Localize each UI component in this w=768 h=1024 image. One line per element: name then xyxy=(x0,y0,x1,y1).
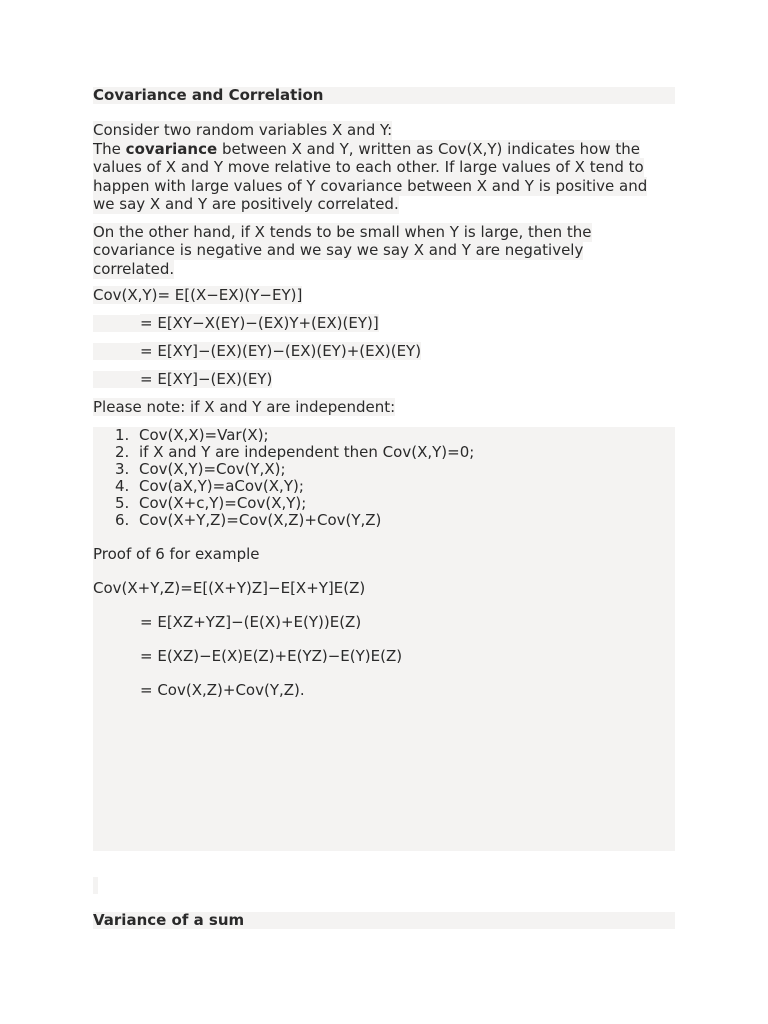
list-item-text: Cov(X,Y)=Cov(Y,X); xyxy=(139,460,286,478)
list-item-text: Cov(X+Y,Z)=Cov(X,Z)+Cov(Y,Z) xyxy=(139,511,382,529)
list-number: 3. xyxy=(115,460,130,478)
list-item xyxy=(93,478,675,495)
list-item-text: Cov(aX,Y)=aCov(X,Y); xyxy=(139,477,304,495)
proof-line2: = E[XZ+YZ]−(E(X)+E(Y))E(Z) xyxy=(140,613,362,631)
empty-highlight-mark xyxy=(93,877,98,894)
list-number: 1. xyxy=(115,426,130,444)
list-item xyxy=(93,427,675,444)
intro-text-line2: values of X and Y move relative to each other. If large values of X tend to xyxy=(93,158,644,176)
para2-line2: covariance is negative and we say we say X and Y are negatively xyxy=(93,241,584,259)
proof-line1: Cov(X+Y,Z)=E[(X+Y)Z]−E[X+Y]E(Z) xyxy=(93,579,366,597)
indent-fill xyxy=(93,315,140,332)
intro-prefix: The xyxy=(93,139,126,158)
list-number: 4. xyxy=(115,477,130,495)
properties-and-proof-block xyxy=(93,427,675,851)
list-item-text: Cov(X+c,Y)=Cov(X,Y); xyxy=(139,494,307,512)
covariance-properties-list xyxy=(93,427,675,529)
derivation-line3 xyxy=(93,343,675,360)
intro-text-line1 xyxy=(93,140,640,159)
covariance-derivation xyxy=(93,287,675,388)
covariance-term: covariance xyxy=(125,139,218,158)
derivation-line1-text: Cov(X,Y)= E[(X−EX)(Y−EY)] xyxy=(93,286,303,304)
derivation-line4-text: = E[XY]−(EX)(EY) xyxy=(140,370,273,388)
list-number: 6. xyxy=(115,511,130,529)
derivation-line1 xyxy=(93,287,675,304)
derivation-line3-text: = E[XY]−(EX)(EY)−(EX)(EY)+(EX)(EY) xyxy=(140,342,422,360)
intro-text-line3: happen with large values of Y covariance between X and Y is positive and xyxy=(93,176,648,195)
section-title-covariance: Covariance and Correlation xyxy=(93,87,675,104)
para2-line1: On the other hand, if X tends to be small when Y is large, then the xyxy=(93,222,592,241)
derivation-line2 xyxy=(93,315,675,332)
intro-line: Consider two random variables X and Y: xyxy=(93,121,393,139)
list-item xyxy=(93,512,675,529)
proof-line3: = E(XZ)−E(X)E(Z)+E(YZ)−E(Y)E(Z) xyxy=(140,647,403,665)
intro-rest: between X and Y, written as Cov(X,Y) indicates how the xyxy=(217,139,640,158)
list-number: 5. xyxy=(115,494,130,512)
indent-fill xyxy=(93,371,140,388)
proof-title: Proof of 6 for example xyxy=(93,545,260,563)
section-title-variance-of-sum: Variance of a sum xyxy=(93,912,675,929)
derivation-line2-text: = E[XY−X(EY)−(EX)Y+(EX)(EY)] xyxy=(140,314,379,332)
intro-text-line4: we say X and Y are positively correlated. xyxy=(93,195,399,213)
document-page xyxy=(93,87,675,851)
negative-covariance-paragraph xyxy=(93,223,675,279)
list-item xyxy=(93,495,675,512)
list-item-text: if X and Y are independent then Cov(X,Y)=0; xyxy=(139,443,475,461)
independence-note xyxy=(93,399,675,416)
list-number: 2. xyxy=(115,443,130,461)
list-item xyxy=(93,461,675,478)
derivation-line4 xyxy=(93,371,675,388)
indent-fill xyxy=(93,343,140,360)
independence-note-text: Please note: if X and Y are independent: xyxy=(93,398,396,416)
intro-paragraph xyxy=(93,121,675,214)
proof-line4: = Cov(X,Z)+Cov(Y,Z). xyxy=(140,681,305,699)
para2-line3: correlated. xyxy=(93,259,175,278)
list-item xyxy=(93,444,675,461)
list-item-text: Cov(X,X)=Var(X); xyxy=(139,426,269,444)
